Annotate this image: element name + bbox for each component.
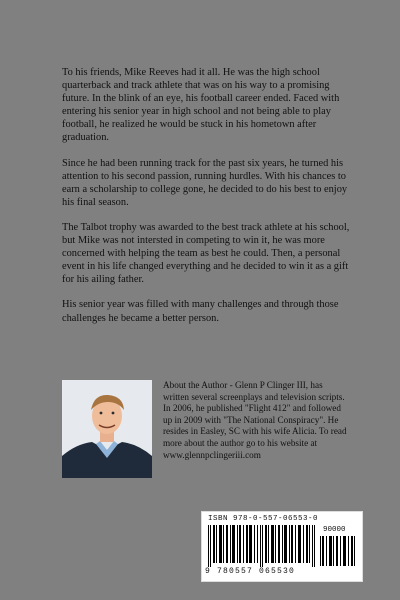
book-blurb xyxy=(62,66,352,337)
blurb-paragraph-4: His senior year was filled with many challenges and through those challenges he became a better person. xyxy=(62,299,339,324)
barcode-digits: 9 780557 065530 xyxy=(205,567,296,576)
blurb-paragraph-2: Since he had been running track for the past six years, he turned his attention to his second passion, running hurdles. With his chances to earn a scholarship to college gone, he decided to do his best to enjoy his final season. xyxy=(62,157,348,208)
blurb-paragraph-3: The Talbot trophy was awarded to the best track athlete at his school, but Mike was not intersted in competing to win it, he was more concerned with helping the team as best he could. Then, a personal event in his life changed everything and he decided to win it as a gift for his ailing father. xyxy=(62,221,350,286)
author-bio: About the Author - Glenn P Clinger III, has written several screenplays and television scripts. In 2006, he published "Flight 412" and followed up in 2009 with "The National Conspiracy". He resides in Easley, SC with his wife Alicia. To read more about the author go to his website at www.glennpclingeriii.com xyxy=(163,380,347,460)
author-photo xyxy=(62,380,152,478)
isbn-barcode xyxy=(201,511,363,582)
blurb-paragraph-1: To his friends, Mike Reeves had it all. He was the high school quarterback and track athlete that was on his way to a promising future. In the blink of an eye, his football career ended. Faced with entering his senior year in high school and not being able to play football, he realized he would be stuck in his hometown after graduation. xyxy=(62,67,340,144)
price-barcode-bars xyxy=(320,536,356,566)
price-code: 90000 xyxy=(323,526,346,534)
isbn-text: ISBN 978-0-557-06553-0 xyxy=(208,515,319,523)
barcode-bars xyxy=(208,525,316,567)
